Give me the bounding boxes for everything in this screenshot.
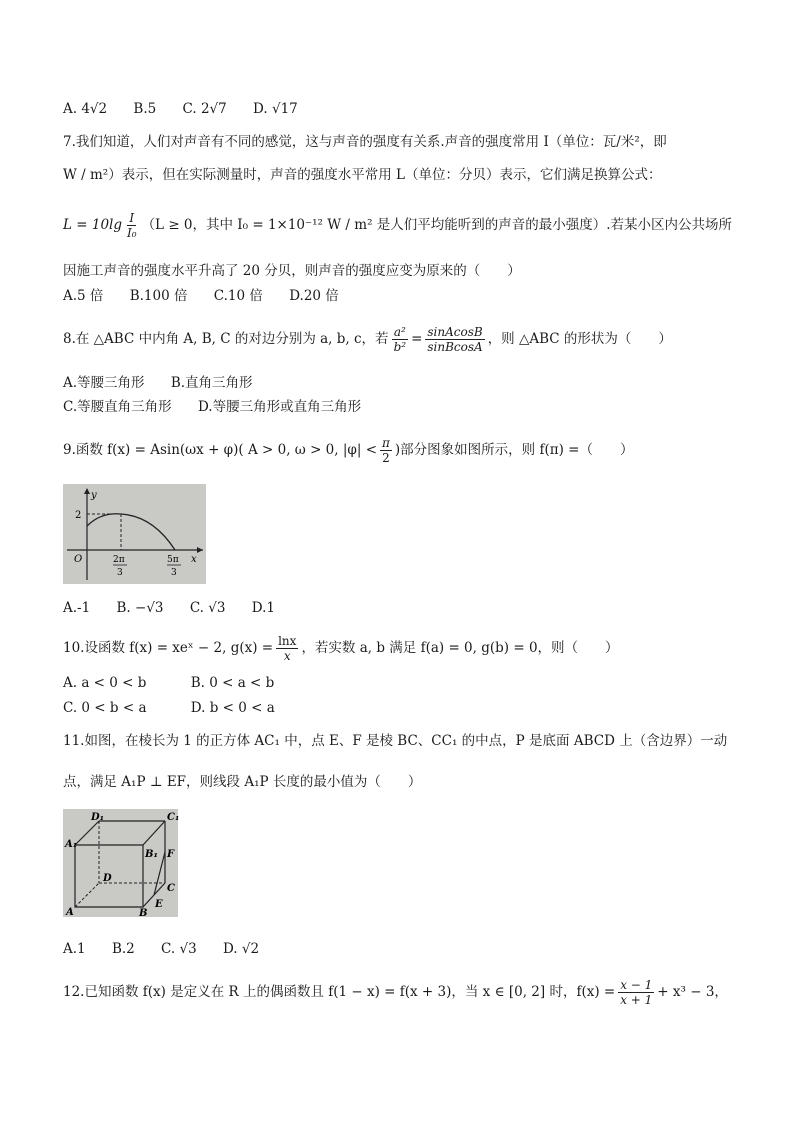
- q9-frac-den: 2: [382, 451, 390, 465]
- q9-option-d: D.1: [251, 600, 275, 616]
- q10-text-a: 10.设函数 f(x) = xeˣ − 2, g(x) =: [63, 640, 274, 656]
- q8-frac1-den: b²: [393, 340, 407, 354]
- q6-option-c: C. 2√7: [182, 101, 227, 117]
- cube-label-b: B: [139, 908, 148, 919]
- graph-x1-den: 3: [117, 568, 123, 578]
- graph-x2-num: 5π: [167, 555, 179, 565]
- q9-option-c: C. √3: [189, 600, 226, 616]
- q8-options-row-1: [63, 374, 275, 392]
- cube-label-c1: C₁: [167, 812, 180, 823]
- q9-option-a: A.-1: [63, 600, 91, 616]
- q9-fraction: [380, 436, 392, 465]
- q10-frac-num: lnx: [278, 634, 297, 648]
- q8-frac2-den: sinBcosA: [427, 340, 483, 354]
- q8-tail: ，则 △ABC 的形状为（ ）: [487, 331, 672, 347]
- graph-x2-den: 3: [171, 568, 177, 578]
- q10-options-row-2: [63, 699, 297, 717]
- q10-option-c: C. 0 < b < a: [63, 700, 147, 716]
- q12-text-a: 12.已知函数 f(x) 是定义在 R 上的偶函数且 f(1 − x) = f(x + 3)，当 x ∈ [0, 2] 时，f(x) =: [63, 984, 616, 1000]
- q6-options: [63, 100, 320, 118]
- graph-peak-label: 2: [75, 510, 82, 521]
- q8-options-row-2: [63, 398, 383, 416]
- q9-graph: [63, 484, 206, 584]
- cube-label-f: F: [167, 849, 175, 860]
- q9-text-b: ( A > 0, ω > 0, |φ| <: [238, 442, 378, 458]
- q11-line-2: 点，满足 A₁P ⊥ EF，则线段 A₁P 长度的最小值为（ ）: [63, 774, 422, 790]
- q11-option-c: C. √3: [161, 941, 197, 957]
- q7-formula-rest: （L ≥ 0，其中 I₀ = 1×10⁻¹² W / m² 是人们平均能听到的声音的最小强度）.若某小区内公共场所: [141, 217, 733, 233]
- q8-equals: =: [411, 331, 423, 347]
- q11-option-a: A.1: [63, 941, 86, 957]
- q7-formula-line: [63, 210, 732, 240]
- q6-option-a: A. 4√2: [63, 101, 108, 117]
- graph-y-label: y: [91, 490, 97, 501]
- q7-option-c: C.10 倍: [213, 288, 263, 304]
- q7-option-d: D.20 倍: [289, 288, 339, 304]
- q10-option-a: A. a < 0 < b: [63, 675, 147, 691]
- q10-option-d: D. b < 0 < a: [190, 700, 275, 716]
- q6-option-b: B.5: [133, 101, 157, 117]
- q10-option-b: B. 0 < a < b: [190, 675, 275, 691]
- q8-fraction-2: [425, 325, 484, 354]
- q7-line-2: W / m²）表示，但在实际测量时，声音的强度水平常用 L（单位：分贝）表示，它们满足换算公式：: [63, 167, 662, 183]
- q11-line-1: 11.如图，在棱长为 1 的正方体 AC₁ 中，点 E、F 是棱 BC、CC₁ 的中点，P 是底面 ABCD 上（含边界）一动: [63, 733, 728, 749]
- graph-x-label: x: [191, 554, 197, 565]
- cube-label-a: A: [66, 907, 74, 918]
- cube-label-e: E: [155, 899, 163, 910]
- q11-option-d: D. √2: [222, 941, 260, 957]
- q12-fraction: [618, 978, 654, 1007]
- q9-frac-num: π: [382, 436, 390, 450]
- q6-option-d: D. √17: [253, 101, 298, 117]
- cube-label-d: D: [103, 873, 112, 884]
- q11-cube-figure: [63, 809, 178, 917]
- q7-options: [63, 287, 361, 305]
- q11-options: [63, 940, 281, 958]
- cube-label-c: C: [167, 883, 175, 894]
- cube-label-d1: D₁: [91, 812, 105, 823]
- q11-option-b: B.2: [111, 941, 135, 957]
- graph-x1-num: 2π: [113, 555, 125, 565]
- q10-text-b: ，若实数 a, b 满足 f(a) = 0, g(b) = 0，则（ ）: [301, 640, 619, 656]
- q7-option-a: A.5 倍: [63, 288, 104, 304]
- q10-stem: [63, 632, 619, 664]
- q12-text-b: + x³ − 3，: [657, 984, 728, 1000]
- cube-label-a1: A₁: [65, 839, 78, 850]
- q8-option-b: B.直角三角形: [170, 375, 253, 391]
- q7-formula-lhs: L = 10lg: [63, 217, 122, 233]
- q9-text-a: 9.函数 f(x) = Asin(ωx + φ): [63, 442, 239, 458]
- q9-stem: [63, 434, 633, 466]
- q8-frac1-num: a²: [393, 325, 406, 339]
- q7-formula-den: I₀: [127, 226, 137, 240]
- q8-stem: [63, 323, 672, 355]
- cube-label-b1: B₁: [145, 849, 158, 860]
- q7-formula-num: I: [129, 211, 135, 225]
- q7-formula-fraction: [125, 211, 139, 240]
- q10-fraction: [276, 634, 298, 663]
- q8-option-a: A.等腰三角形: [63, 375, 145, 391]
- q9-options: [63, 599, 297, 617]
- q9-option-b: B. −√3: [116, 600, 164, 616]
- q8-lead: 8.在 △ABC 中内角 A, B, C 的对边分别为 a, b, c，若: [63, 331, 389, 347]
- q10-frac-den: x: [283, 649, 291, 663]
- q12-frac-num: x − 1: [620, 978, 653, 992]
- q7-line-1: 7.我们知道，人们对声音有不同的感觉，这与声音的强度有关系.声音的强度常用 I（单位：瓦/米²，即: [63, 134, 667, 150]
- q8-option-d: D.等腰三角形或直角三角形: [197, 399, 362, 415]
- q12-stem: [63, 976, 728, 1008]
- q8-frac2-num: sinAcosB: [427, 325, 483, 339]
- q10-options-row-1: [63, 674, 296, 692]
- q7-option-b: B.100 倍: [129, 288, 188, 304]
- graph-origin-label: O: [74, 554, 83, 565]
- q9-text-c: )部分图象如图所示，则 f(π) =（ ）: [394, 442, 634, 458]
- q7-line-4: 因施工声音的强度水平升高了 20 分贝，则声音的强度应变为原来的（ ）: [63, 263, 521, 279]
- q8-fraction-1: [392, 325, 409, 354]
- q8-option-c: C.等腰直角三角形: [63, 399, 172, 415]
- q12-frac-den: x + 1: [620, 993, 653, 1007]
